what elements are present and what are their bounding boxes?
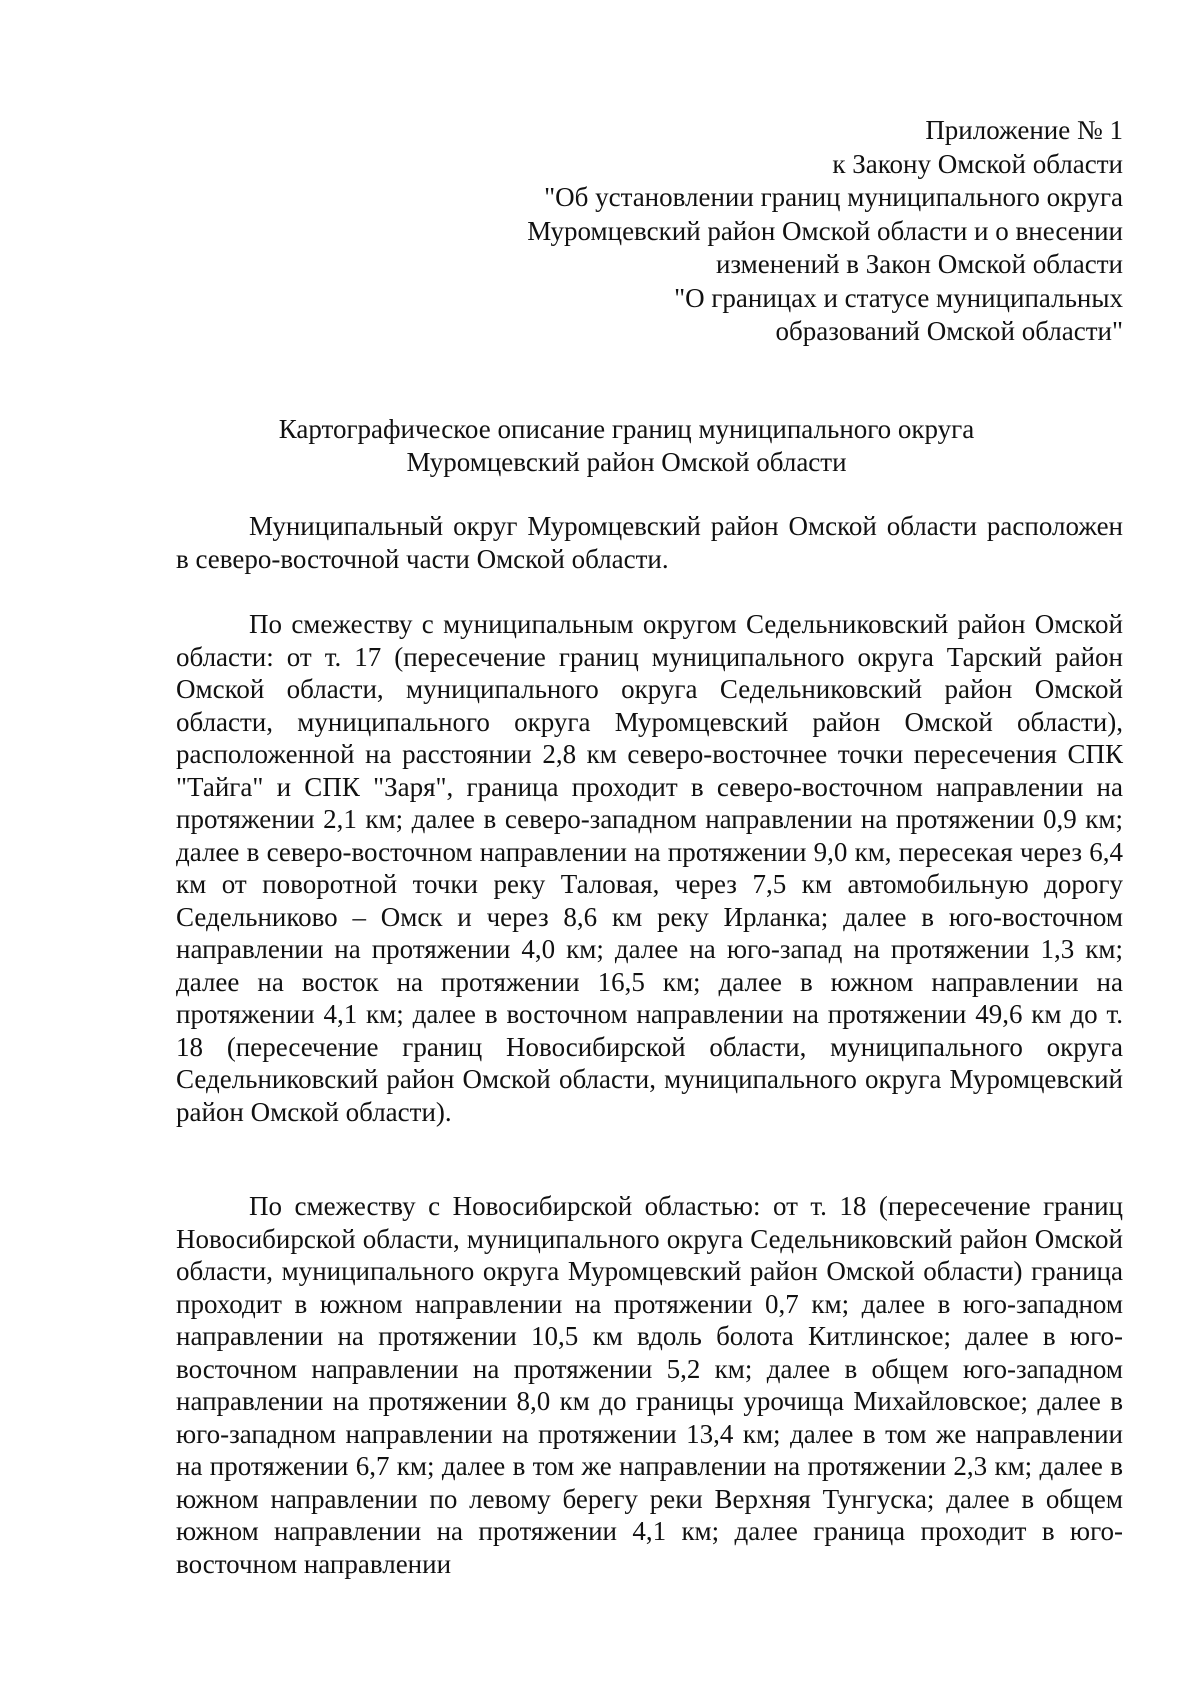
- annex-line: образований Омской области": [775, 316, 1123, 346]
- annex-line: Приложение № 1: [925, 115, 1123, 145]
- annex-line: Муромцевский район Омской области и о внесении: [527, 215, 1123, 246]
- title-line: Картографическое описание границ муниципального округа: [278, 414, 975, 444]
- paragraph-novosibirsk-boundary: По смежеству с Новосибирской областью: от т. 18 (пересечение границ Новосибирской области, муниципального округа Седельниковский район Омской области, муниципального округа Муромцевский район Омской области) граница проходит в южном направлении на протяжении 0,7 км; далее в юго-западном направлении на протяжении 10,5 км вдоль болота Китлинское; далее в юго-восточном направлении на протяжении 5,2 км; далее в общем юго-западном направлении на протяжении 8,0 км до границы урочища Михайловское; далее в юго-западном направлении на протяжении 13,4 км; далее в том же направлении на протяжении 6,7 км; далее в том же направлении на протяжении 2,3 км; далее в южном направлении по левому берегу реки Верхняя Тунгуска; далее в общем южном направлении на протяжении 4,1 км; далее граница проходит в юго-восточном направлении: [176, 1191, 1123, 1579]
- annex-line: к Закону Омской области: [832, 148, 1123, 179]
- annex-line: "О границах и статусе муниципальных: [674, 282, 1123, 313]
- title-line: Муромцевский район Омской области: [406, 447, 847, 477]
- annex-line: "Об установлении границ муниципального округа: [544, 182, 1123, 212]
- annex-line: изменений в Закон Омской области: [715, 249, 1123, 279]
- annex-header: [403, 114, 1123, 349]
- paragraph-sedelnikovsky-boundary: По смежеству с муниципальным округом Седельниковский район Омской области: от т. 17 (пересечение границ муниципального округа Тарский район Омской области, муниципального округа Седельниковский район Омской области, муниципального округа Муромцевский район Омской области), расположенной на расстоянии 2,8 км северо-восточнее точки пересечения СПК "Тайга" и СПК "Заря", граница проходит в северо-восточном направлении на протяжении 2,1 км; далее в северо-западном направлении на протяжении 0,9 км; далее в северо-восточном направлении на протяжении 9,0 км, пересекая через 6,4 км от поворотной точки реку Таловая, через 7,5 км автомобильную дорогу Седельниково – Омск и через 8,6 км реку Ирланка; далее в юго-восточном направлении на протяжении 4,0 км; далее на юго-запад на протяжении 1,3 км; далее на восток на протяжении 16,5 км; далее в южном направлении на протяжении 4,1 км; далее в восточном направлении на протяжении 49,6 км до т. 18 (пересечение границ Новосибирской области, муниципального округа Седельниковский район Омской области, муниципального округа Муромцевский район Омской области).: [176, 609, 1123, 1127]
- document-title: [130, 413, 1123, 479]
- paragraph-location: Муниципальный округ Муромцевский район Омской области расположен в северо-восточной части Омской области.: [176, 511, 1123, 574]
